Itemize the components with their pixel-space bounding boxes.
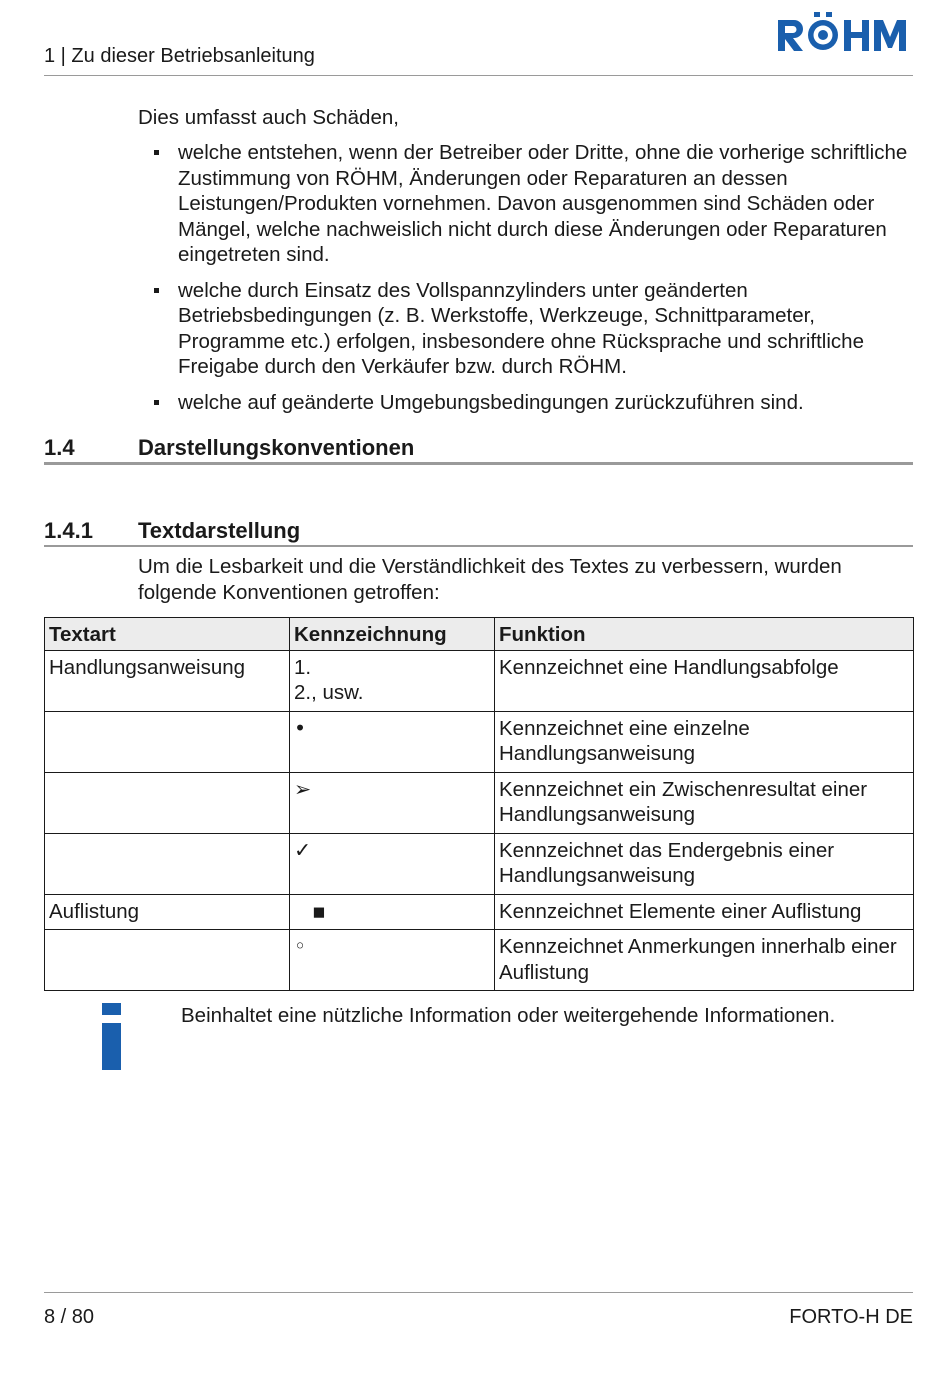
subsection-divider xyxy=(44,545,913,547)
table-row xyxy=(45,772,914,833)
cell-textart xyxy=(45,833,290,894)
bullet-icon: • xyxy=(294,715,307,740)
subsection-number: 1.4.1 xyxy=(44,518,93,543)
table-row xyxy=(45,894,914,930)
info-note: Beinhaltet eine nützliche Information oder weitergehende Informationen. xyxy=(181,1004,836,1027)
numbered-marker: 1. xyxy=(294,655,312,679)
table-row xyxy=(45,711,914,772)
list-item: welche entstehen, wenn der Betreiber oder Dritte, ohne die vorherige schriftliche Zustimmung von RÖHM, Änderungen oder Reparaturen an dessen Leistungen/Produkten vornehmen. Davon ausgenommen sind Schäden oder Mängel, welche nachweislich nicht durch diese Änderungen oder Reparaturen eingetreten sind. xyxy=(138,140,913,268)
cell-kennzeichnung xyxy=(290,650,495,711)
cell-kennzeichnung xyxy=(290,930,495,991)
column-header-kennzeichnung: Kennzeichnung xyxy=(290,618,495,651)
square-bullet-icon xyxy=(154,150,159,155)
cell-textart: Auflistung xyxy=(45,894,290,930)
column-header-funktion: Funktion xyxy=(495,618,914,651)
lead-text: Um die Lesbarkeit und die Verständlichkeit des Textes zu verbessern, wurden folgende Konventionen getroffen: xyxy=(138,555,842,604)
cell-kennzeichnung xyxy=(290,894,495,930)
cell-kennzeichnung xyxy=(290,711,495,772)
cell-funktion: Kennzeichnet eine Handlungsabfolge xyxy=(495,650,914,711)
page-number: 8 / 80 xyxy=(44,1306,95,1328)
header-title: 1 | Zu dieser Betriebsanleitung xyxy=(44,45,315,67)
cell-funktion: Kennzeichnet Anmerkungen innerhalb einer Auflistung xyxy=(495,930,914,991)
list-item: welche durch Einsatz des Vollspannzylinders unter geänderten Betriebsbedingungen (z. B. Werkstoffe, Werkzeuge, Schnittparameter, Programme etc.) erfolgen, insbesondere ohne Rücksprache und schriftliche Freigabe durch den Verkäufer bzw. durch RÖHM. xyxy=(138,278,913,380)
square-bullet-icon: ▪ xyxy=(312,898,326,923)
document-id: FORTO-H DE xyxy=(789,1306,913,1328)
section-divider xyxy=(44,462,913,465)
cell-kennzeichnung xyxy=(290,772,495,833)
cell-textart xyxy=(45,772,290,833)
table-row xyxy=(45,833,914,894)
section-number: 1.4 xyxy=(44,435,75,460)
intro-text: Dies umfasst auch Schäden, xyxy=(138,106,399,129)
table-row xyxy=(45,930,914,991)
cell-funktion: Kennzeichnet Elemente einer Auflistung xyxy=(495,894,914,930)
table-row xyxy=(45,650,914,711)
cell-textart xyxy=(45,930,290,991)
header-divider xyxy=(44,75,913,76)
section-heading-1-4-1 xyxy=(44,518,913,546)
square-bullet-icon xyxy=(154,400,159,405)
table-header-row xyxy=(45,618,914,651)
column-header-textart: Textart xyxy=(45,618,290,651)
circle-bullet-icon: ◦ xyxy=(294,934,307,958)
square-bullet-icon xyxy=(154,288,159,293)
cell-textart xyxy=(45,711,290,772)
list-item: welche auf geänderte Umgebungsbedingungen zurückzuführen sind. xyxy=(138,390,913,416)
damage-list xyxy=(138,140,913,425)
checkmark-icon: ✓ xyxy=(294,837,312,862)
arrow-icon: ➢ xyxy=(294,776,312,801)
numbered-marker: 2., usw. xyxy=(294,681,364,704)
conventions-table xyxy=(44,617,914,991)
cell-funktion: Kennzeichnet eine einzelne Handlungsanweisung xyxy=(495,711,914,772)
cell-funktion: Kennzeichnet ein Zwischenresultat einer Handlungsanweisung xyxy=(495,772,914,833)
cell-funktion: Kennzeichnet das Endergebnis einer Handlungsanweisung xyxy=(495,833,914,894)
section-heading-1-4 xyxy=(44,435,913,463)
section-title: Darstellungskonventionen xyxy=(138,435,415,460)
cell-textart: Handlungsanweisung xyxy=(45,650,290,711)
subsection-title: Textdarstellung xyxy=(138,518,301,543)
cell-kennzeichnung xyxy=(290,833,495,894)
rohm-logo xyxy=(778,12,914,52)
info-icon xyxy=(102,1003,121,1070)
footer-divider xyxy=(44,1292,913,1293)
